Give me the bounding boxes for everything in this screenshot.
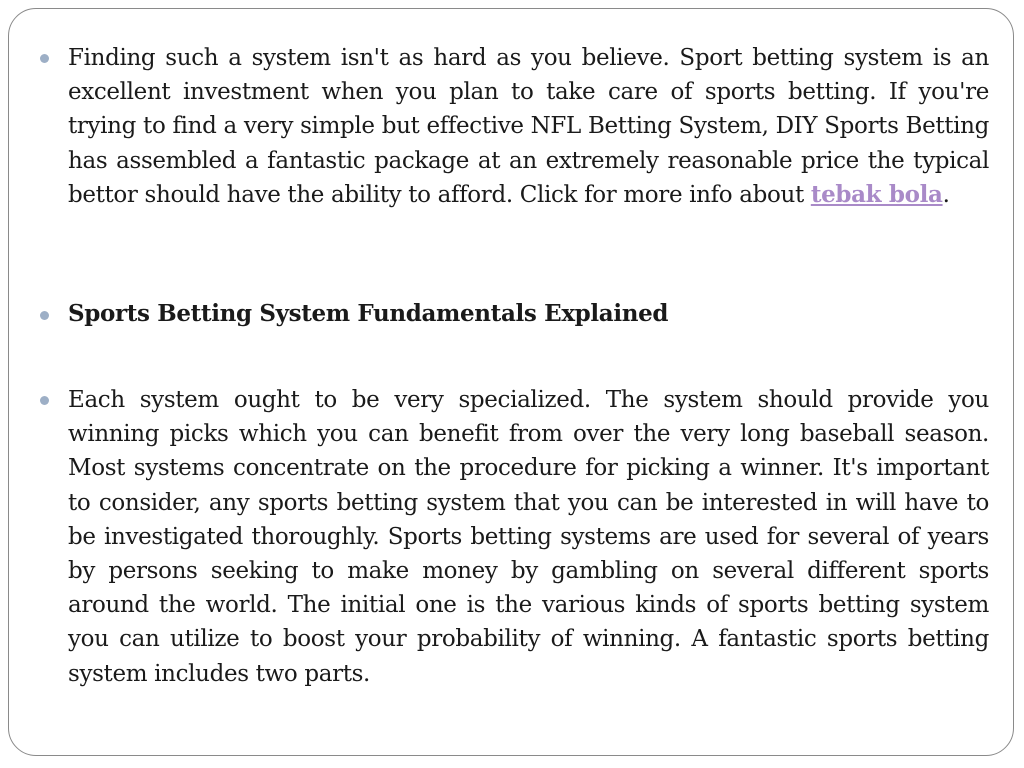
tebak-bola-link[interactable]: tebak bola [810,180,943,208]
bullet-text-1-main: Finding such a system isn't as hard as you believe. Sport betting system is an excellent investment when you plan to take care of sports betting. If you're trying to find a very simple but effective NFL Betting System, DIY Sports Betting has assembled a fantastic package at an extremely reasonable price the typical bettor should have the ability to afford. Click for more info about [68,45,989,208]
slide-frame [8,8,1014,756]
bullet-dot-icon [40,311,49,320]
bullet-text-1-end: . [942,181,950,208]
bullet-dot-icon [40,396,49,405]
bullet-text-3: Each system ought to be very specialized. The system should provide you winning picks which you can benefit from over the very long baseball season. Most systems concentrate on the procedure for picking a winner. It's important to consider, any sports betting system that you can be interested in will have to be investigated thoroughly. Sports betting systems are used for several of years by persons seeking to make money by gambling on several different sports around the world. The initial one is the various kinds of sports betting system you can utilize to boost your probability of winning. A fantastic sports betting system includes two parts. [68,387,989,687]
section-heading: Sports Betting System Fundamentals Explained [68,300,669,327]
bullet-dot-icon [40,54,49,63]
bullet-text-1 [68,41,989,212]
slide-content [9,9,1015,757]
